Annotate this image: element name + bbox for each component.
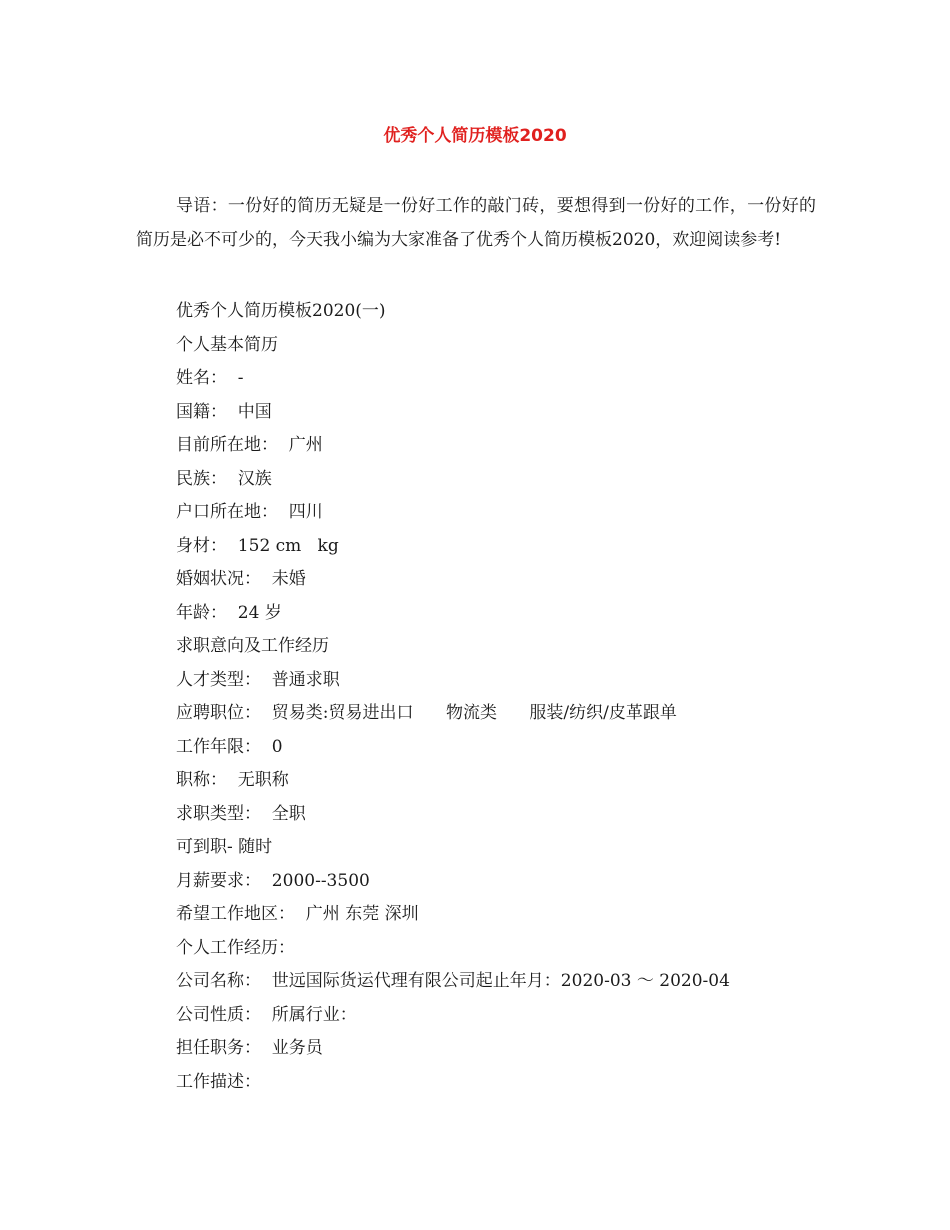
resume-line: 公司性质： 所属行业： — [176, 1004, 357, 1025]
resume-line: 求职类型： 全职 — [176, 803, 306, 824]
resume-line: 担任职务： 业务员 — [176, 1038, 323, 1058]
resume-line: 身材： 152 cm kg — [176, 535, 339, 556]
resume-line: 应聘职位： 贸易类:贸易进出口 物流类 服装/纺织/皮革跟单 — [176, 703, 677, 723]
resume-line: 姓名： - — [176, 368, 244, 388]
resume-line: 个人工作经历： — [176, 937, 295, 958]
intro-paragraph: 导语：一份好的简历无疑是一份好工作的敲门砖，要想得到一份好的工作，一份好的简历是必不可少的，今天我小编为大家准备了优秀个人简历模板2020，欢迎阅读参考! — [136, 196, 816, 250]
resume-line: 国籍： 中国 — [176, 401, 272, 422]
document-title: 优秀个人简历模板2020 — [383, 126, 567, 146]
resume-line: 可到职- 随时 — [176, 837, 273, 857]
resume-line: 求职意向及工作经历 — [176, 636, 329, 656]
resume-line: 职称： 无职称 — [176, 770, 289, 790]
resume-line: 工作年限： 0 — [176, 736, 283, 757]
resume-line: 人才类型： 普通求职 — [176, 669, 340, 690]
resume-line: 希望工作地区： 广州 东莞 深圳 — [176, 904, 419, 924]
resume-line: 公司名称： 世远国际货运代理有限公司起止年月：2020-03 ～ 2020-04 — [176, 971, 730, 991]
resume-line: 婚姻状况： 未婚 — [176, 569, 306, 589]
resume-line: 年龄： 24 岁 — [176, 602, 282, 623]
resume-line: 月薪要求： 2000--3500 — [176, 870, 370, 891]
resume-line: 户口所在地： 四川 — [176, 502, 323, 522]
resume-line: 民族： 汉族 — [176, 468, 272, 489]
resume-line: 工作描述： — [176, 1071, 261, 1092]
resume-line: 优秀个人简历模板2020(一) — [176, 301, 386, 321]
resume-line: 目前所在地： 广州 — [176, 435, 323, 455]
resume-lines — [176, 295, 816, 1099]
resume-line: 个人基本简历 — [176, 334, 278, 355]
